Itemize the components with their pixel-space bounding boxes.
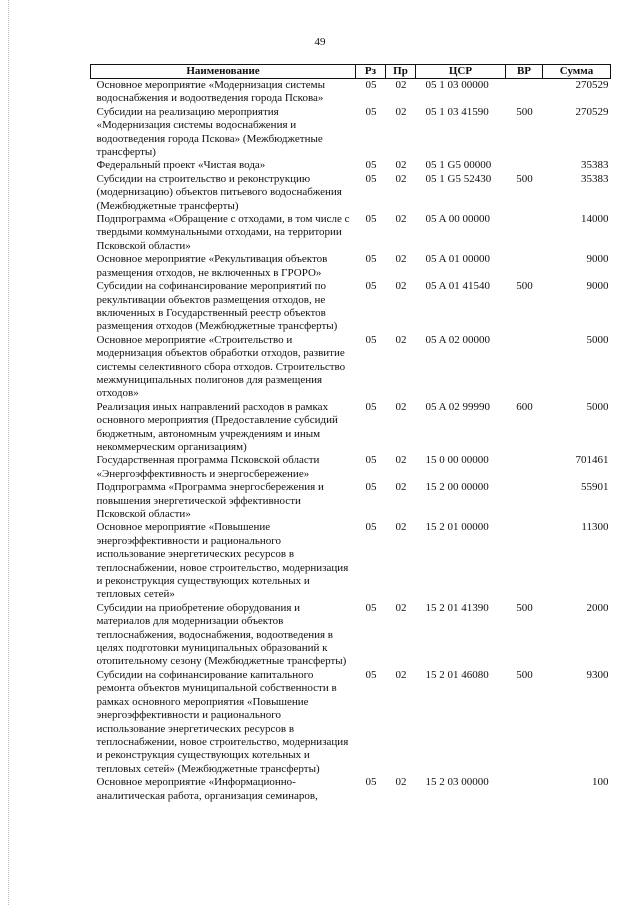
cell-sum: 11300 — [581, 521, 609, 534]
scan-edge — [8, 0, 10, 905]
cell-pr: 02 — [395, 400, 407, 413]
cell-sum: 701461 — [575, 454, 609, 467]
cell-name: Государственная программа Псковской области «Энергоэффективность и энергосбережение» — [96, 454, 320, 480]
cell-pr: 02 — [395, 521, 407, 534]
cell-sum: 5000 — [586, 333, 609, 346]
header-row — [91, 65, 611, 79]
cell-vr: 500 — [516, 280, 533, 293]
cell-vr: 600 — [516, 400, 533, 413]
cell-sum: 100 — [592, 776, 609, 789]
header-csr: ЦСР — [416, 65, 506, 79]
cell-vr — [506, 454, 543, 481]
cell-name: Основное мероприятие «Рекультивация объектов размещения отходов, не включенных в ГРОРО» — [96, 253, 328, 279]
cell-name: Реализация иных направлений расходов в рамках основного мероприятия (Предоставление субсидий бюджетным, автономным учреждениям и иным некоммерческим организациям) — [96, 400, 338, 453]
cell-sum: 5000 — [586, 400, 609, 413]
cell-pr: 02 — [395, 213, 407, 226]
cell-rz: 05 — [365, 159, 377, 172]
cell-csr: 15 2 01 46080 — [425, 668, 489, 681]
cell-vr — [506, 334, 543, 401]
cell-name: Основное мероприятие «Информационно-аналитическая работа, организация семинаров, — [96, 776, 318, 802]
table-row — [91, 173, 611, 213]
cell-rz: 05 — [365, 668, 377, 681]
cell-csr: 05 1 G5 00000 — [425, 159, 492, 172]
table-body — [91, 79, 611, 803]
cell-pr: 02 — [395, 79, 407, 91]
cell-pr: 02 — [395, 601, 407, 614]
cell-name: Основное мероприятие «Повышение энергоэффективности и рационального использование энергетических ресурсов в теплоснабжении, новое строительство, модернизация и реконструкция существующих котельных и тепловых сетей» — [96, 521, 349, 601]
table-row — [91, 481, 611, 521]
cell-csr: 05 A 01 41540 — [425, 280, 490, 293]
cell-rz: 05 — [365, 105, 377, 118]
cell-csr: 05 A 00 00000 — [425, 213, 490, 226]
cell-rz: 05 — [365, 280, 377, 293]
cell-pr: 02 — [395, 333, 407, 346]
cell-rz: 05 — [365, 333, 377, 346]
cell-csr: 05 A 02 99990 — [425, 400, 490, 413]
cell-pr: 02 — [395, 159, 407, 172]
cell-sum: 55901 — [581, 481, 609, 494]
cell-rz: 05 — [365, 776, 377, 789]
cell-name: Основное мероприятие «Строительство и модернизация объектов обработки отходов, развитие системы селективного сбора отходов. Строительство межмуниципальных полигонов для размещения отходов» — [96, 333, 346, 400]
cell-rz: 05 — [365, 172, 377, 185]
table-row — [91, 401, 611, 455]
cell-sum: 9300 — [586, 668, 609, 681]
cell-rz: 05 — [365, 253, 377, 266]
cell-pr: 02 — [395, 668, 407, 681]
table-row — [91, 213, 611, 253]
header-rz: Рз — [356, 65, 386, 79]
cell-vr — [506, 776, 543, 803]
cell-name: Субсидии на софинансирование мероприятий по рекультивации объектов размещения отходов, не включенных в Государственный реестр объектов размещения отходов (Межбюджетные трансферты) — [96, 280, 338, 333]
cell-sum: 270529 — [575, 79, 609, 91]
cell-sum: 2000 — [586, 601, 609, 614]
header-name: Наименование — [91, 65, 356, 79]
cell-sum: 35383 — [581, 172, 609, 185]
cell-name: Подпрограмма «Обращение с отходами, в том числе с твердыми коммунальными отходами, на территории Псковской области» — [96, 213, 350, 252]
cell-sum: 270529 — [575, 105, 609, 118]
cell-csr: 05 1 03 41590 — [425, 105, 489, 118]
cell-csr: 15 0 00 00000 — [425, 454, 489, 467]
cell-vr: 500 — [516, 668, 533, 681]
cell-pr: 02 — [395, 105, 407, 118]
cell-rz: 05 — [365, 79, 377, 91]
cell-vr — [506, 159, 543, 172]
cell-vr: 500 — [516, 601, 533, 614]
table-row — [91, 521, 611, 601]
page-number: 49 — [314, 36, 326, 48]
cell-sum: 35383 — [581, 159, 609, 172]
cell-csr: 15 2 03 00000 — [425, 776, 489, 789]
cell-sum: 14000 — [581, 213, 609, 226]
cell-pr: 02 — [395, 481, 407, 494]
table-row — [91, 776, 611, 803]
cell-vr — [506, 521, 543, 601]
cell-rz: 05 — [365, 213, 377, 226]
table-row — [91, 253, 611, 280]
budget-table — [90, 64, 611, 803]
cell-vr — [506, 253, 543, 280]
cell-vr — [506, 481, 543, 521]
cell-pr: 02 — [395, 280, 407, 293]
cell-name: Субсидии на строительство и реконструкцию (модернизацию) объектов питьевого водоснабжения (Межбюджетные трансферты) — [96, 172, 342, 212]
cell-csr: 15 2 01 00000 — [425, 521, 489, 534]
table-row — [91, 334, 611, 401]
cell-csr: 05 1 03 00000 — [425, 79, 489, 91]
cell-rz: 05 — [365, 400, 377, 413]
cell-rz: 05 — [365, 454, 377, 467]
table-row — [91, 669, 611, 776]
table-row — [91, 159, 611, 172]
cell-csr: 05 A 01 00000 — [425, 253, 490, 266]
cell-csr: 05 1 G5 52430 — [425, 172, 492, 185]
cell-pr: 02 — [395, 172, 407, 185]
cell-name: Субсидии на софинансирование капитального ремонта объектов муниципальной собственности в рамках основного мероприятия «Повышение энергоэффективности и рационального использование энергетических ресурсов в теплоснабжении, новое строительство, модернизация и реконструкция существующих котельных и тепловых сетей» (Межбюджетные трансферты) — [96, 668, 349, 775]
cell-name: Федеральный проект «Чистая вода» — [96, 159, 266, 172]
cell-rz: 05 — [365, 481, 377, 494]
table-row — [91, 79, 611, 106]
cell-pr: 02 — [395, 454, 407, 467]
cell-sum: 9000 — [586, 280, 609, 293]
cell-rz: 05 — [365, 521, 377, 534]
cell-pr: 02 — [395, 253, 407, 266]
cell-name: Субсидии на приобретение оборудования и материалов для модернизации объектов теплоснабжения, водоснабжения, водоотведения в целях подготовки муниципальных образований к отопительному сезону (Межбюджетные трансферты) — [96, 601, 347, 668]
cell-rz: 05 — [365, 601, 377, 614]
table-row — [91, 280, 611, 334]
cell-name: Основное мероприятие «Модернизация системы водоснабжения и водоотведения города Пскова» — [96, 79, 326, 105]
header-vr: ВР — [506, 65, 543, 79]
cell-vr — [506, 79, 543, 106]
table-row — [91, 106, 611, 160]
cell-vr: 500 — [516, 105, 533, 118]
cell-csr: 15 2 00 00000 — [425, 481, 489, 494]
header-pr: Пр — [386, 65, 416, 79]
header-sum: Сумма — [543, 65, 611, 79]
cell-sum: 9000 — [586, 253, 609, 266]
cell-csr: 05 A 02 00000 — [425, 333, 490, 346]
cell-name: Субсидии на реализацию мероприятия «Модернизация системы водоснабжения и водоотведения города Пскова» (Межбюджетные трансферты) — [96, 105, 323, 159]
cell-csr: 15 2 01 41390 — [425, 601, 489, 614]
table-row — [91, 602, 611, 669]
cell-name: Подпрограмма «Программа энергосбережения и повышения энергетической эффективности Псковской области» — [96, 481, 324, 520]
cell-vr — [506, 213, 543, 253]
table-row — [91, 454, 611, 481]
cell-vr: 500 — [516, 172, 533, 185]
cell-pr: 02 — [395, 776, 407, 789]
